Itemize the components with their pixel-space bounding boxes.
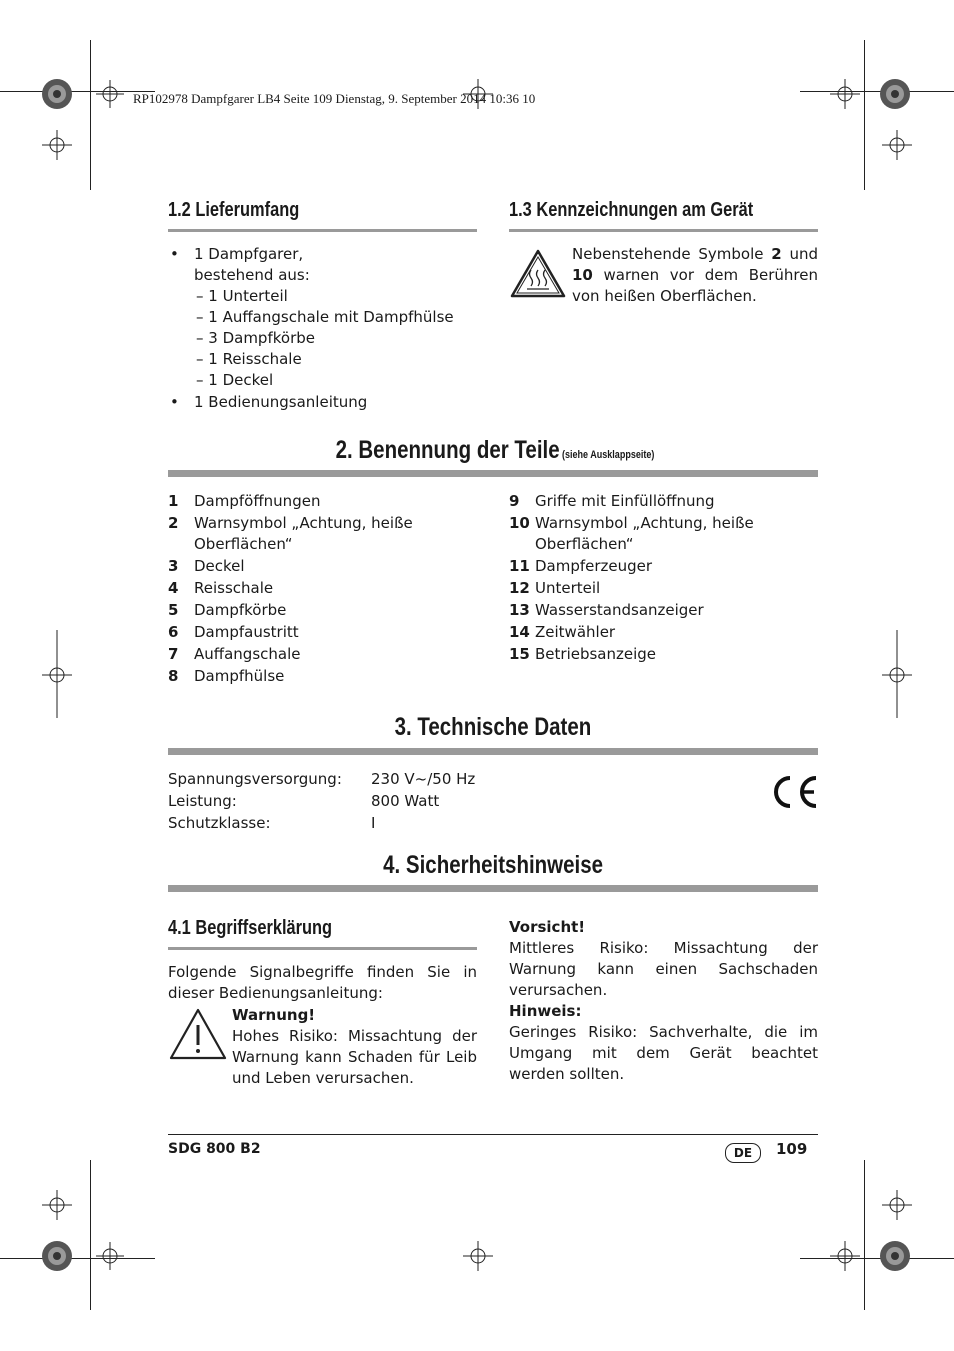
part-item: 9 Griffe mit Einfüllöffnung bbox=[509, 492, 715, 510]
section-4-title: 4. Sicherheitshinweise bbox=[383, 851, 603, 879]
hinweis-heading: Hinweis: bbox=[509, 1002, 582, 1020]
section-2-heading bbox=[168, 436, 818, 465]
delivery-subitem: – 1 Reisschale bbox=[196, 350, 302, 368]
warnung-text: Hohes Risiko: Missachtung der Warnung kann Schaden für Leib und Leben verursachen. bbox=[232, 1027, 477, 1087]
vorsicht-text: Mittleres Risiko: Missachtung der Warnung kann einen Sachschaden verursachen. bbox=[509, 939, 818, 999]
vorsicht-heading: Vorsicht! bbox=[509, 918, 586, 936]
section-1-3-rule bbox=[509, 229, 818, 232]
hot-surface-warning-icon bbox=[509, 248, 567, 300]
markings-text: Nebenstehende Symbole 2 und 10 warnen vor dem Berühren von heißen Oberflächen. bbox=[572, 245, 819, 305]
section-1-3-title: 1.3 Kennzeichnungen am Gerät bbox=[509, 199, 754, 221]
part-item: 8 Dampfhülse bbox=[168, 667, 285, 685]
section-2-rule bbox=[168, 470, 818, 477]
part-item: 2 Warnsymbol „Achtung, heiße Oberflächen“ bbox=[168, 514, 413, 553]
tech-row: Spannungsversorgung: 230 V~/50 Hz bbox=[168, 770, 476, 788]
parts-list-right bbox=[509, 491, 819, 666]
delivery-list: • 1 Dampfgarer, bestehend aus: – 1 Unterteil – 1 Auffangschale mit Dampfhülse – 3 Dampfkörbe – 1 Reisschale – 1 Deckel • 1 Bedienungsanleitung bbox=[168, 244, 478, 413]
part-item: 11 Dampferzeuger bbox=[509, 557, 653, 575]
part-item: 4 Reisschale bbox=[168, 579, 274, 597]
part-item: 6 Dampfaustritt bbox=[168, 623, 299, 641]
delivery-item: 1 Dampfgarer, bbox=[194, 245, 304, 263]
section-4-1-title: 4.1 Begriffserklärung bbox=[168, 917, 333, 939]
section-1-2-title: 1.2 Lieferumfang bbox=[168, 199, 300, 221]
ce-mark-icon bbox=[768, 774, 820, 810]
delivery-subitem: – 1 Unterteil bbox=[196, 287, 288, 305]
tech-data-table bbox=[168, 769, 508, 835]
tech-row: Schutzklasse: I bbox=[168, 814, 376, 832]
part-item: 14 Zeitwähler bbox=[509, 623, 616, 641]
footer-rule bbox=[168, 1134, 818, 1135]
section-4-heading bbox=[168, 851, 818, 880]
section-3-rule bbox=[168, 748, 818, 755]
section-2-subtitle: (siehe Ausklappseite) bbox=[562, 449, 655, 461]
signal-terms-intro: Folgende Signalbegriffe finden Sie in dieser Bedienungsanleitung: bbox=[168, 963, 477, 1002]
part-item: 7 Auffangschale bbox=[168, 645, 301, 663]
part-item: 3 Deckel bbox=[168, 557, 245, 575]
print-header: RP102978 Dampfgarer LB4 Seite 109 Dienstag, 9. September 2014 10:36 10 bbox=[133, 91, 536, 106]
section-1-2-rule bbox=[168, 229, 477, 232]
section-4-rule bbox=[168, 885, 818, 892]
part-item: 10 Warnsymbol „Achtung, heiße Oberflächen“ bbox=[509, 514, 754, 553]
delivery-item: bestehend aus: bbox=[194, 266, 310, 284]
language-badge: DE bbox=[725, 1143, 761, 1163]
section-3-title: 3. Technische Daten bbox=[394, 713, 592, 741]
hinweis-text: Geringes Risiko: Sachverhalte, die im Umgang mit dem Gerät beachtet werden sollten. bbox=[509, 1023, 818, 1083]
warnung-heading: Warnung! bbox=[232, 1006, 316, 1024]
delivery-subitem: – 1 Auffangschale mit Dampfhülse bbox=[196, 308, 454, 326]
parts-list-left bbox=[168, 491, 488, 688]
delivery-subitem: – 3 Dampfkörbe bbox=[196, 329, 315, 347]
section-3-heading bbox=[168, 713, 818, 742]
section-4-1-rule bbox=[168, 947, 477, 950]
part-item: 5 Dampfkörbe bbox=[168, 601, 287, 619]
tech-row: Leistung: 800 Watt bbox=[168, 792, 440, 810]
delivery-item: 1 Bedienungsanleitung bbox=[194, 393, 368, 411]
warnung-block bbox=[232, 1005, 477, 1089]
vorsicht-hinweis-block bbox=[509, 917, 818, 1085]
part-item: 1 Dampföffnungen bbox=[168, 492, 321, 510]
footer-model: SDG 800 B2 bbox=[168, 1141, 261, 1157]
part-item: 13 Wasserstandsanzeiger bbox=[509, 601, 704, 619]
delivery-subitem: – 1 Deckel bbox=[196, 371, 274, 389]
warning-triangle-icon bbox=[168, 1007, 228, 1061]
section-2-title: 2. Benennung der Teile bbox=[335, 436, 560, 464]
page-number: 109 bbox=[776, 1140, 808, 1158]
part-item: 15 Betriebsanzeige bbox=[509, 645, 657, 663]
part-item: 12 Unterteil bbox=[509, 579, 601, 597]
